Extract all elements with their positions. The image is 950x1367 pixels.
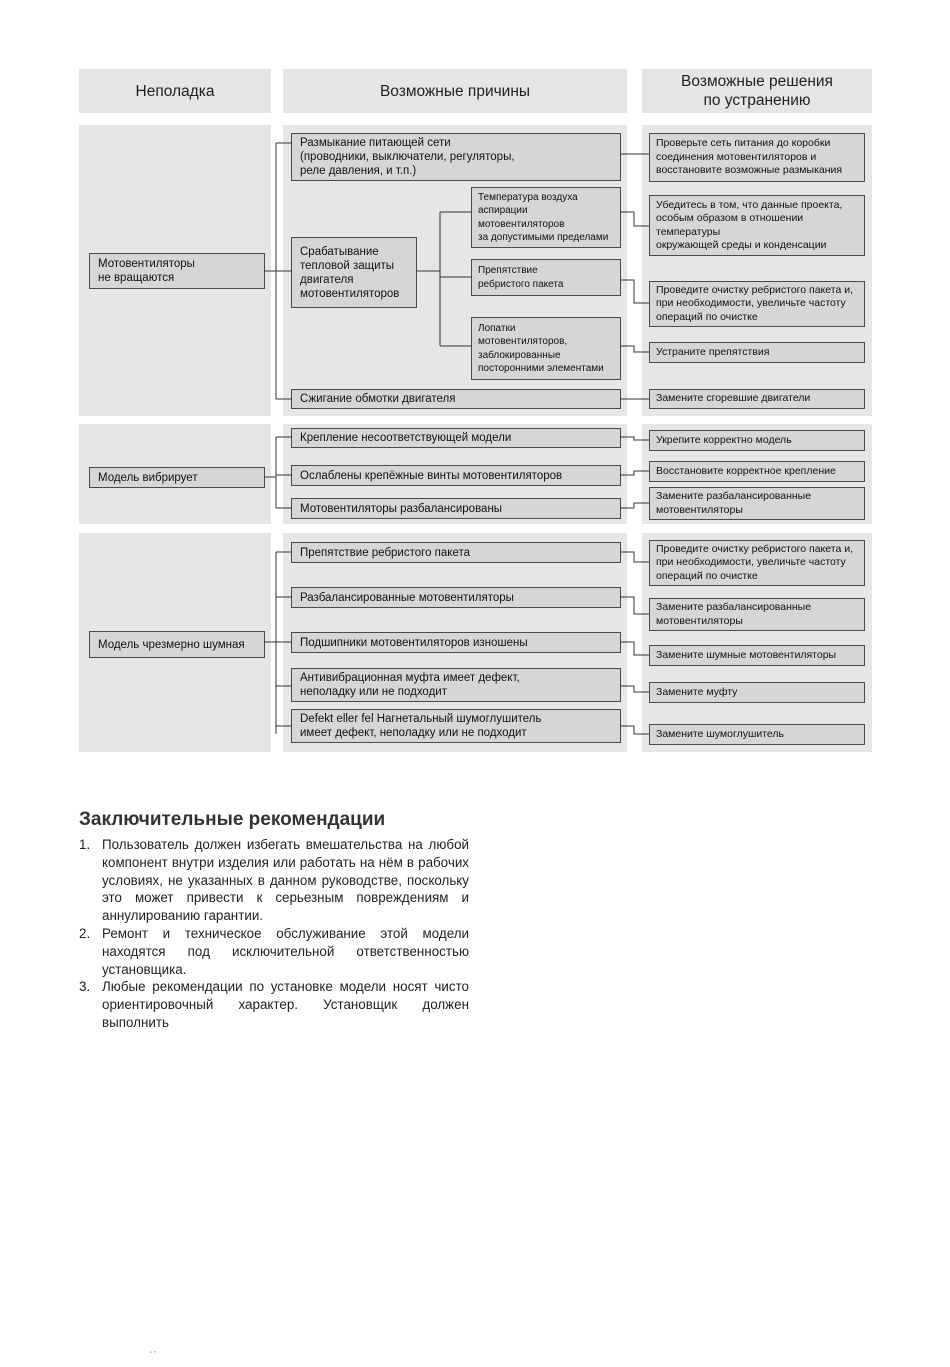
solution-label: Проведите очистку ребристого пакета и, при необходимости, увеличьте частоту операций по очистке — [656, 283, 853, 323]
solution-box-12 — [649, 682, 865, 703]
solution-box-13 — [649, 724, 865, 745]
cause-label: Препятствие ребристого пакета — [300, 546, 471, 559]
solution-box-2 — [649, 195, 865, 256]
cause-box-5 — [291, 465, 621, 486]
cause-box-9 — [291, 632, 621, 653]
subcause-box-3 — [471, 317, 621, 380]
recommendations-title: Заключительные рекомендации — [79, 809, 386, 830]
problem-box-1 — [89, 253, 265, 289]
cause-label: Крепление несоответствующей модели — [300, 432, 512, 444]
solution-box-1 — [649, 133, 865, 182]
solution-label: Устраните препятствия — [656, 345, 770, 358]
cause-label: Антивибрационная муфта имеет дефект, неполадку или не подходит — [300, 672, 520, 698]
recommendation-number: 1. — [79, 837, 91, 852]
solution-label: Проведите очистку ребристого пакета и, при необходимости, увеличьте частоту операций по очистке — [656, 542, 853, 582]
problem-label: Мотовентиляторы не вращаются — [98, 258, 195, 284]
cause-box-11 — [291, 709, 621, 743]
cause-box-7 — [291, 542, 621, 563]
header-solutions-label: Возможные решения по устранению — [681, 73, 833, 109]
header-problem — [79, 69, 271, 113]
cause-label: Ослаблены крепёжные винты мотовентиляторов — [300, 469, 563, 482]
solution-label: Замените муфту — [656, 685, 738, 698]
solution-box-8 — [649, 487, 865, 520]
solution-label: Замените сгоревшие двигатели — [656, 392, 811, 405]
subcause-box-1 — [471, 187, 621, 248]
cause-box-6 — [291, 498, 621, 519]
problem-box-3 — [89, 631, 265, 658]
recommendation-item-3 — [79, 978, 469, 1031]
solution-box-5 — [649, 389, 865, 409]
solution-label: Восстановите корректное крепление — [656, 464, 836, 477]
solution-box-3 — [649, 281, 865, 327]
cause-box-10 — [291, 668, 621, 702]
problem-label: Модель чрезмерно шумная — [98, 638, 245, 651]
solution-box-10 — [649, 598, 865, 631]
cause-label: Мотовентиляторы разбалансированы — [300, 502, 503, 515]
cause-label: Разбалансированные мотовентиляторы — [300, 591, 514, 604]
header-problem-label: Неполадка — [135, 82, 215, 100]
recommendation-item-2 — [79, 925, 469, 978]
footer-marks: ‘ ’ — [150, 1350, 156, 1359]
solution-box-11 — [649, 645, 865, 666]
cause-box-3 — [291, 389, 621, 409]
problem-label: Модель вибрирует — [98, 471, 198, 484]
solution-box-9 — [649, 540, 865, 586]
cause-box-2 — [291, 237, 417, 308]
subcause-label: Препятствие ребристого пакета — [478, 265, 564, 290]
cause-box-1 — [291, 133, 621, 181]
header-solutions — [642, 69, 872, 113]
cause-box-4 — [291, 428, 621, 448]
subcause-label: Температура воздуха аспирации мотовентиляторов за допустимыми пределами — [478, 191, 609, 243]
subcause-box-2 — [471, 259, 621, 296]
recommendation-text: Пользователь должен избегать вмешательства на любой компонент внутри изделия или работать на нём в рабочих условиях, не указанных в данном руководстве, поскольку это может привести к серьезным повреждениям и аннулированию гарантии. — [102, 837, 469, 924]
recommendation-number: 2. — [79, 926, 91, 941]
solution-label: Замените шумоглушитель — [656, 727, 785, 740]
recommendation-item-1 — [79, 836, 469, 925]
header-causes — [283, 69, 627, 113]
cause-box-8 — [291, 587, 621, 608]
cause-label: Срабатывание тепловой защиты двигателя мотовентиляторов — [300, 245, 400, 300]
recommendation-text: Ремонт и техническое обслуживание этой модели находятся под исключительной ответственностью установщика. — [102, 926, 469, 977]
recommendation-number: 3. — [79, 979, 91, 994]
header-causes-label: Возможные причины — [379, 82, 531, 100]
cause-label: Сжигание обмотки двигателя — [300, 393, 456, 405]
solution-label: Замените шумные мотовентиляторы — [656, 648, 837, 661]
recommendation-text: Любые рекомендации по установке модели носят чисто ориентировочный характер. Установщик должен выполнить — [102, 979, 469, 1030]
solution-box-4 — [649, 342, 865, 363]
solution-box-6 — [649, 430, 865, 451]
solution-box-7 — [649, 461, 865, 482]
problem-box-2 — [89, 467, 265, 488]
solution-label: Замените разбалансированные мотовентиляторы — [656, 601, 812, 627]
cause-label: Подшипники мотовентиляторов изношены — [300, 636, 528, 649]
cause-label: Defekt eller fel Нагнетальный шумоглушитель имеет дефект, неполадку или не подходит — [300, 713, 542, 739]
solution-label: Укрепите корректно модель — [656, 433, 792, 446]
solution-label: Замените разбалансированные мотовентиляторы — [656, 490, 812, 516]
solution-label: Убедитесь в том, что данные проекта, особым образом в отношении температуры окружающей среды и конденсации — [656, 198, 843, 251]
subcause-label: Лопатки мотовентиляторов, заблокированные посторонними элементами — [478, 322, 604, 374]
cause-label: Размыкание питающей сети (проводники, выключатели, регуляторы, реле давления, и т.п.) — [300, 137, 515, 177]
solution-label: Проверьте сеть питания до коробки соединения мотовентиляторов и восстановите возможные размыкания — [656, 137, 843, 177]
